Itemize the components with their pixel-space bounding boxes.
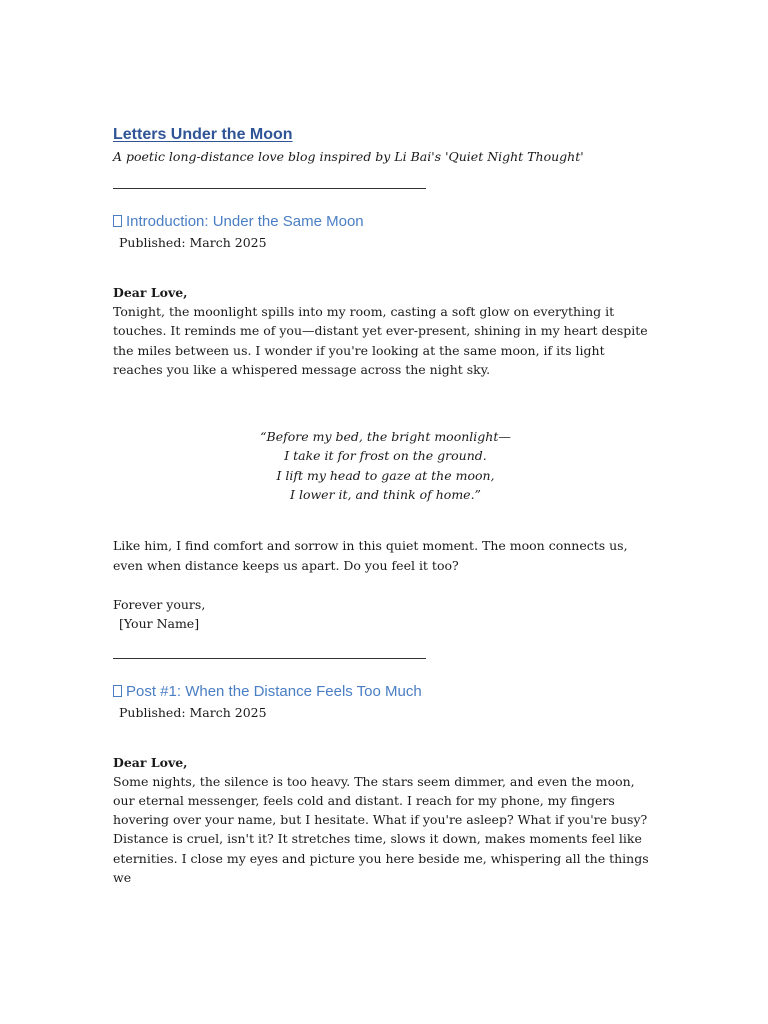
horizontal-divider [113,658,426,659]
intro-section [113,211,658,634]
post-1-section [113,681,658,888]
post-1-paragraph-1: Some nights, the silence is too heavy. The stars seem dimmer, and even the moon, our eternal messenger, feels cold and distant. I reach for my phone, my fingers hovering over your name, but I hesitate. What if you're asleep? What if you're busy? [113,773,648,828]
poem-line: I take it for frost on the ground. [284,448,487,464]
intro-heading-text: Introduction: Under the Same Moon [126,213,364,230]
missing-glyph-icon [113,685,122,697]
horizontal-divider [113,188,426,189]
post-1-heading-text: Post #1: When the Distance Feels Too Much [126,682,422,700]
post-1-heading [113,681,658,703]
blog-title[interactable]: Letters Under the Moon [113,126,293,143]
post-1-published-date: Published: March 2025 [119,704,267,720]
post-1-salutation: Dear Love, [113,754,188,770]
intro-paragraph-1: Tonight, the moonlight spills into my room, casting a soft glow on everything it touches. It reminds me of you—distant yet ever-present, shining in my heart despite the miles between us. I wonder if you're looking at the same moon, if its light reaches you like a whispered message across the night sky. [113,304,648,377]
missing-glyph-icon [113,215,122,227]
poem-quote [113,427,658,504]
closing-line: Forever yours, [113,596,206,612]
document-page [113,124,658,887]
blog-subtitle: A poetic long-distance love blog inspired by Li Bai's 'Quiet Night Thought' [113,149,584,164]
intro-heading [113,211,658,233]
intro-published-date: Published: March 2025 [119,235,267,250]
intro-salutation: Dear Love, [113,285,188,300]
poem-line: I lower it, and think of home.” [290,487,481,503]
signature-name: [Your Name] [119,616,200,632]
intro-signature-block [113,595,658,634]
poem-line: “Before my bed, the bright moonlight— [260,429,511,445]
post-1-paragraph-2: Distance is cruel, isn't it? It stretches time, slows it down, makes moments feel like eternities. I close my eyes and picture you here beside me, whispering all the things we [113,831,649,886]
poem-line: I lift my head to gaze at the moon, [276,467,495,483]
intro-paragraph-2: Like him, I find comfort and sorrow in this quiet moment. The moon connects us, even when distance keeps us apart. Do you feel it too? [113,538,628,573]
